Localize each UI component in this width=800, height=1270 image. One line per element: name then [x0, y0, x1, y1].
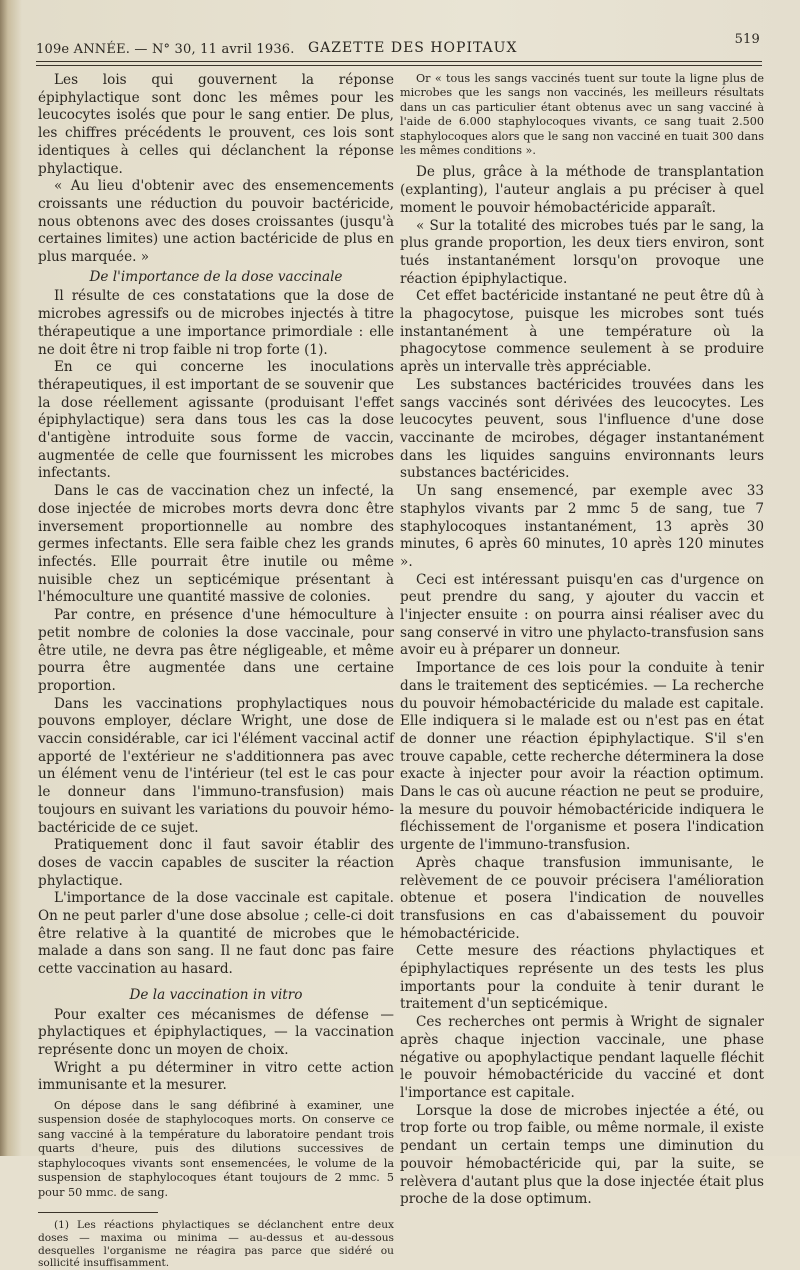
page-header	[36, 30, 760, 64]
paragraph: Ces recherches ont permis à Wright de signaler après chaque injection vaccinale, une phase négative ou apophylactique pendant laquelle fléchit le pouvoir hémobactéricide du vacciné et dont l'importance est capitale.	[400, 1014, 764, 1101]
paragraph: Dans les vaccinations prophylactiques nous pouvons employer, déclare Wright, une dose de vaccin considérable, car ici l'élément vaccinal actif apporté de l'extérieur ne s'additionnera pas avec un élément venu de l'intérieur (tel est le cas pour le donneur dans l'immuno-transfusion) mais toujours en suivant les variations du pouvoir hémo-bactéricide de ce sujet.	[38, 695, 394, 836]
paragraph: « Au lieu d'obtenir avec des ensemencements croissants une réduction du pouvoir bactéricide, nous obtenons avec des doses croissantes (jusqu'à certaines limites) une action bactéricide de plus en plus marquée. »	[38, 178, 394, 266]
right-column	[400, 72, 764, 1209]
paragraph: De plus, grâce à la méthode de transplantation (explanting), l'auteur anglais a pu préciser à quel moment le pouvoir hémobactéricide apparaît.	[400, 164, 764, 216]
paragraph: L'importance de la dose vaccinale est capitale. On ne peut parler d'une dose absolue ; celle-ci doit être relative à la quantité de microbes que le malade a dans son sang. Il ne faut donc pas faire cette vaccination au hasard.	[38, 890, 394, 978]
paragraph: Les lois qui gouvernent la réponse épiphylactique sont donc les mêmes pour les leucocytes isolés que pour le sang entier. De plus, les chiffres précédents le prouvent, ces lois sont identiques à celles qui déclanchent la réponse phylactique.	[38, 72, 394, 177]
paragraph: Un sang ensemencé, par exemple avec 33 staphylos vivants par 2 mmc 5 de sang, tue 7 staphylocoques instantanément, 13 après 30 minutes, 6 après 60 minutes, 10 après 120 minutes ».	[400, 483, 764, 570]
paragraph: Par contre, en présence d'une hémoculture à petit nombre de colonies la dose vaccinale, pour être utile, ne devra pas être négligeable, et même pourra être augmentée dans une certaine proportion.	[38, 607, 394, 694]
paragraph: Pour exalter ces mécanismes de défense — phylactiques et épiphylactiques, — la vaccination représente donc un moyen de choix.	[38, 1006, 394, 1058]
paragraph: Cet effet bactéricide instantané ne peut être dû à la phagocytose, puisque les microbes sont tués instantanément à une température où la phagocytose commence seulement à se produire après un intervalle très appréciable.	[400, 288, 764, 376]
small-paragraph: Or « tous les sangs vaccinés tuent sur toute la ligne plus de microbes que les sangs non vaccinés, les meilleurs résultats dans un cas particulier étant obtenus avec un sang vacciné à l'aide de 6.000 staphylocoques vivants, ce sang tuait 2.500 staphylocoques alors que le sang non vacciné en tuait 300 dans les mêmes conditions ».	[400, 72, 764, 158]
paragraph: Dans le cas de vaccination chez un infecté, la dose injectée de microbes morts devra donc être inversement proportionnelle au nombre des germes infectants. Elle sera faible chez les grands infectés. Elle pourrait être inutile ou même nuisible chez un septicémique présentant à l'hémoculture une quantité massive de colonies.	[38, 483, 394, 606]
journal-title: GAZETTE DES HOPITAUX	[308, 40, 518, 56]
paragraph: « Sur la totalité des microbes tués par le sang, la plus grande proportion, les deux tiers environ, sont tués instantanément lorsqu'on provoque une réaction épiphylactique.	[400, 217, 764, 287]
paragraph: Ceci est intéressant puisqu'en cas d'urgence on peut prendre du sang, y ajouter du vaccin et l'injecter ensuite : on pourra ainsi réaliser avec du sang conservé in vitro une phylacto-transfusion sans avoir eu à préparer un donneur.	[400, 571, 764, 659]
issue-info: 109e ANNÉE. — N° 30, 11 avril 1936.	[36, 42, 295, 57]
header-rule-thin	[36, 65, 762, 66]
paragraph: Les substances bactéricides trouvées dans les sangs vaccinés sont dérivées des leucocytes. Les leucocytes peuvent, sous l'influence d'une dose vaccinante de mcirobes, dégager instantanément dans les liquides sanguins environnants leurs substances bactéricides.	[400, 376, 764, 482]
paragraph: Wright a pu déterminer in vitro cette action immunisante et la mesurer.	[38, 1059, 394, 1094]
footnote: (1) Les réactions phylactiques se déclanchent entre deux doses — maxima ou minima — au-dessus et au-dessous desquelles l'organisme ne réagira pas parce que sidéré ou sollicité insuffisamment.	[38, 1218, 394, 1270]
footnote-rule	[38, 1212, 158, 1213]
paragraph: Lorsque la dose de microbes injectée a été, ou trop forte ou trop faible, ou même normale, il existe pendant un certain temps une diminution du pouvoir hémobactéricide qui, par la suite, se relèvera d'autant plus que la dose injectée était plus proche de la dose optimum.	[400, 1102, 764, 1208]
section-heading: De la vaccination in vitro	[129, 986, 303, 1003]
paragraph: En ce qui concerne les inoculations thérapeutiques, il est important de se souvenir que la dose réellement agissante (produisant l'effet épiphylactique) sera dans tous les cas la dose d'antigène introduite sous forme de vaccin, augmentée de celle que fournissent les microbes infectants.	[38, 359, 394, 482]
header-rule	[36, 61, 762, 62]
paragraph: Importance de ces lois pour la conduite à tenir dans le traitement des septicémies. — La recherche du pouvoir hémobactéricide du malade est capitale. Elle indiquera si le malade est ou n'est pas en état de donner une réaction épiphylactique. S'il s'en trouve capable, cette recherche déterminera la dose exacte à injecter pour avoir la réaction optimum. Dans le cas où aucune réaction ne peut se produire, la mesure du pouvoir hémobactéricide indiquera le fléchissement de l'organisme et posera l'indication urgente de l'immuno-transfusion.	[400, 660, 764, 854]
section-heading: De l'importance de la dose vaccinale	[89, 268, 343, 285]
paragraph: Il résulte de ces constatations que la dose de microbes agressifs ou de microbes injectés à titre thérapeutique a une importance primordiale : elle ne doit être ni trop faible ni trop forte (1).	[38, 288, 394, 358]
small-paragraph: On dépose dans le sang défibriné à examiner, une suspension dosée de staphylocoques morts. On conserve ce sang vacciné à la température du laboratoire pendant trois quarts d'heure, puis des dilutions successives de staphylocoques vivants sont ensemencées, le volume de la suspension de staphylocoques étant toujours de 2 mmc. 5 pour 50 mmc. de sang.	[38, 1099, 394, 1199]
paragraph: Pratiquement donc il faut savoir établir des doses de vaccin capables de susciter la réaction phylactique.	[38, 837, 394, 889]
left-column	[38, 72, 394, 1270]
paragraph: Cette mesure des réactions phylactiques et épiphylactiques représente un des tests les plus importants pour la conduite à tenir durant le traitement d'un septicémique.	[400, 943, 764, 1013]
page-number: 519	[734, 32, 760, 47]
paragraph: Après chaque transfusion immunisante, le relèvement de ce pouvoir précisera l'amélioration obtenue et posera l'indication de nouvelles transfusions en cas d'abaissement du pouvoir hémobactéricide.	[400, 854, 764, 942]
